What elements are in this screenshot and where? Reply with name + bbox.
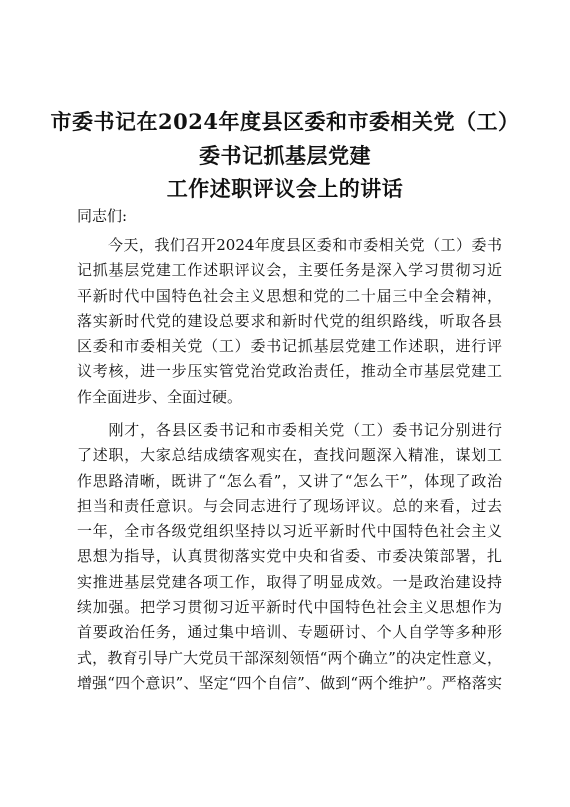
paragraph-line: 首要政治任务，通过集中培训、专题研讨、个人自学等多种形 xyxy=(77,623,502,642)
paragraph-line: 今天，我们召开2024年度县区委和市委相关党（工）委书 xyxy=(77,236,502,254)
paragraph-line: 议考核，进一步压实管党治党政治责任，推动全市基层党建工 xyxy=(77,362,502,381)
paragraph-line: 平新时代中国特色社会主义思想和党的二十届三中全会精神， xyxy=(77,286,502,305)
paragraph-1 xyxy=(77,233,502,410)
salutation: 同志们: xyxy=(77,207,128,225)
paragraph-line: 作思路清晰，既讲了“怎么看”，又讲了“怎么干”，体现了政治 xyxy=(77,471,502,490)
paragraph-line: 思想为指导，认真贯彻落实党中央和省委、市委决策部署，扎 xyxy=(77,547,502,566)
paragraph-line: 担当和责任意识。与会同志进行了现场评议。总的来看，过去 xyxy=(77,496,502,515)
paragraph-line: 式，教育引导广大党员干部深刻领悟“两个确立”的决定性意义， xyxy=(77,648,502,667)
paragraph-line: 续加强。把学习贯彻习近平新时代中国特色社会主义思想作为 xyxy=(77,598,502,617)
title-line-1: 市委书记在2024年度县区委和市委相关党（工） xyxy=(50,109,520,134)
paragraph-line: 落实新时代党的建设总要求和新时代党的组织路线，听取各县 xyxy=(77,311,502,330)
paragraph-line: 一年，全市各级党组织坚持以习近平新时代中国特色社会主义 xyxy=(77,522,502,541)
paragraph-line: 实推进基层党建各项工作，取得了明显成效。一是政治建设持 xyxy=(77,572,502,591)
title-line-3: 工作述职评议会上的讲话 xyxy=(166,176,404,201)
paragraph-line: 增强“四个意识”、坚定“四个自信”、做到“两个维护”。严格落实 xyxy=(77,673,502,692)
paragraph-line: 作全面进步、全面过硬。 xyxy=(77,387,243,406)
paragraph-line: 记抓基层党建工作述职评议会，主要任务是深入学习贯彻习近 xyxy=(77,261,502,280)
paragraph-line: 了述职，大家总结成绩客观实在，查找问题深入精准，谋划工 xyxy=(77,446,502,465)
title-line-2: 委书记抓基层党建 xyxy=(199,143,371,168)
paragraph-line: 区委和市委相关党（工）委书记抓基层党建工作述职，进行评 xyxy=(77,337,502,356)
paragraph-2 xyxy=(77,418,502,696)
paragraph-line: 刚才，各县区委书记和市委相关党（工）委书记分别进行 xyxy=(77,421,502,439)
